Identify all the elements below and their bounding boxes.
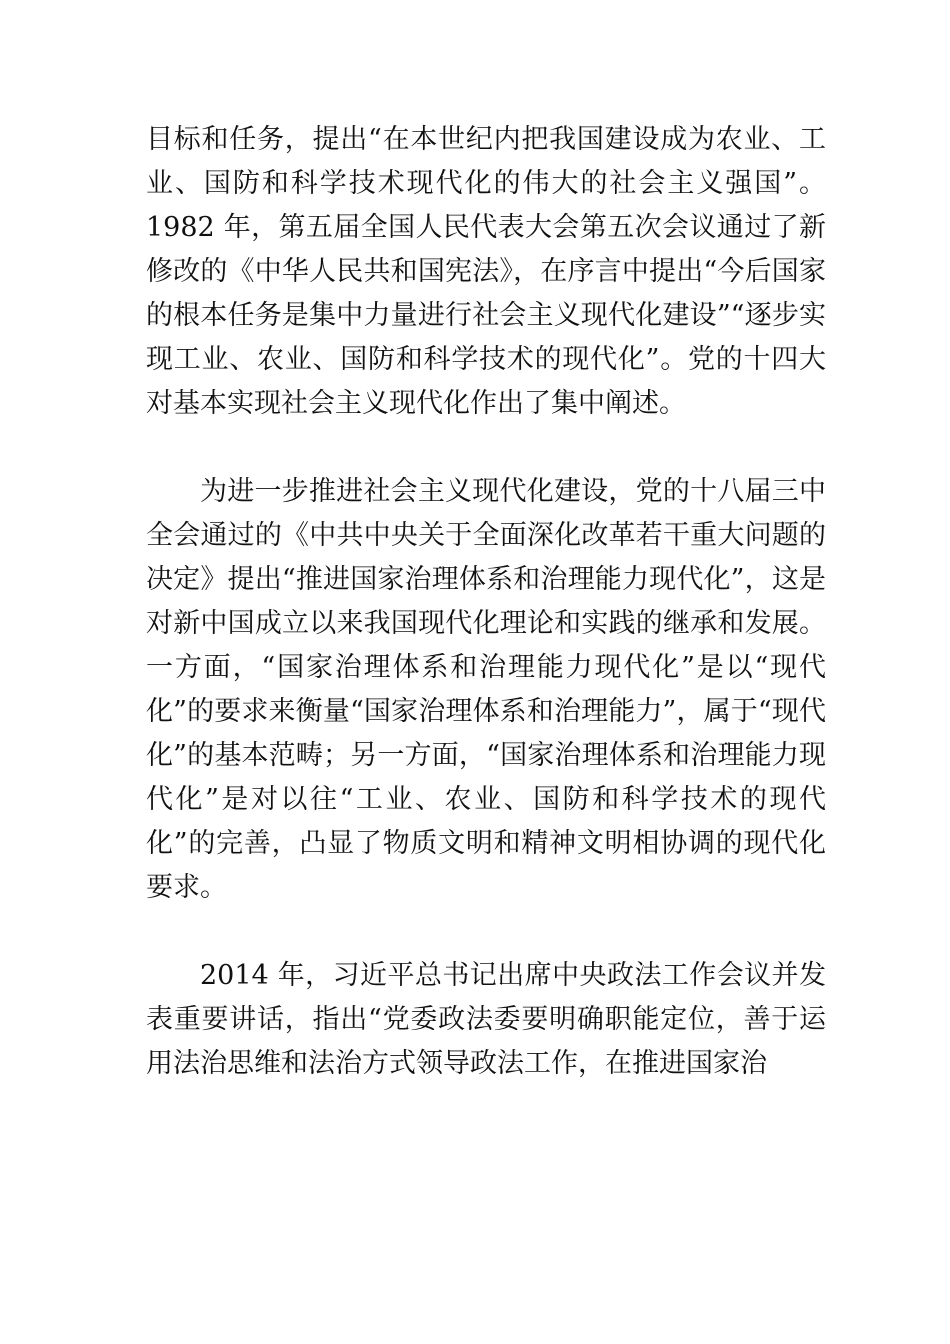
paragraph-continuation: 目标和任务，提出“在本世纪内把我国建设成为农业、工业、国防和科学技术现代化的伟大的社会主义强国”。1982 年，第五届全国人民代表大会第五次会议通过了新修改的《中华人民共和国宪法》，在序言中提出“今后国家的根本任务是集中力量进行社会主义现代化建设”“逐步实现工业、农业、国防和科学技术的现代化”。党的十四大对基本实现社会主义现代化作出了集中阐述。 — [146, 124, 826, 419]
paragraph-2014-conference: 2014 年，习近平总书记出席中央政法工作会议并发表重要讲话，指出“党委政法委要明确职能定位，善于运用法治思维和法治方式领导政法工作，在推进国家治 — [146, 960, 826, 1079]
document-body — [146, 118, 826, 1086]
paragraph-modernization: 为进一步推进社会主义现代化建设，党的十八届三中全会通过的《中共中央关于全面深化改革若干重大问题的决定》提出“推进国家治理体系和治理能力现代化”，这是对新中国成立以来我国现代化理论和实践的继承和发展。一方面，“国家治理体系和治理能力现代化”是以“现代化”的要求来衡量“国家治理体系和治理能力”，属于“现代化”的基本范畴；另一方面，“国家治理体系和治理能力现代化”是对以往“工业、农业、国防和科学技术的现代化”的完善，凸显了物质文明和精神文明相协调的现代化要求。 — [146, 476, 826, 903]
